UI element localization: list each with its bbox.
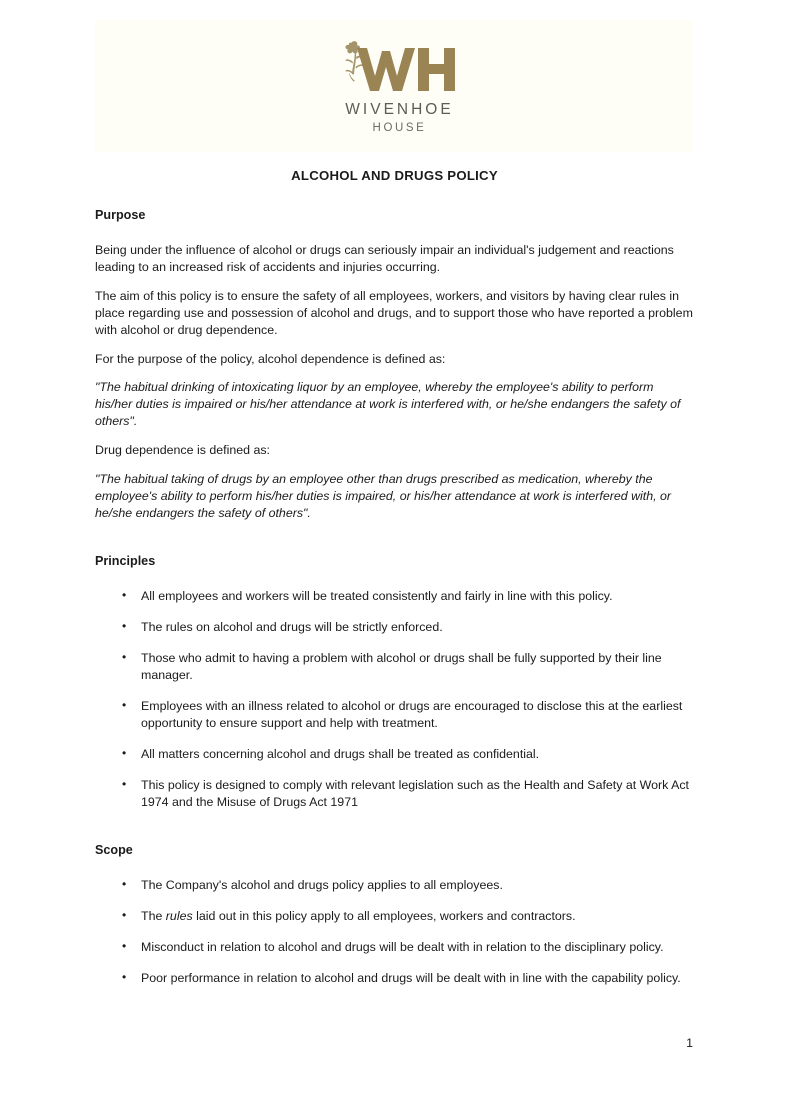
list-item: • All employees and workers will be treated consistently and fairly in line with this policy. (95, 588, 694, 605)
section-heading-principles: Principles (95, 554, 156, 569)
principles-bullet-list (95, 588, 694, 811)
header-banner (95, 20, 693, 152)
scope-rules-suffix: laid out in this policy apply to all employees, workers and contractors. (192, 908, 576, 923)
list-item: • Misconduct in relation to alcohol and drugs will be dealt with in relation to the disciplinary policy. (95, 939, 694, 956)
drug-dependence-definition: "The habitual taking of drugs by an employee other than drugs prescribed as medication, whereby the employee's ability to perform his/her duties is impaired, or his/her attendance at work is interfered with, or he/she endangers the safety of others". (95, 472, 672, 521)
logo-wordmark: WIVENHOE (345, 101, 454, 118)
alcohol-dependence-definition: "The habitual drinking of intoxicating liquor by an employee, whereby the employee's ability to perform his/her duties is impaired or his/her attendance at work is interfered with, or he/she endangers the safety of others". (95, 380, 681, 429)
list-item: • The Company's alcohol and drugs policy applies to all employees. (95, 877, 694, 894)
purpose-paragraph-2: The aim of this policy is to ensure the safety of all employees, workers, and visitors by having clear rules in place regarding use and possession of alcohol and drugs, and to support those who have reported a problem with alcohol or drug dependence. (95, 288, 693, 337)
list-item (95, 908, 694, 925)
logo-subwordmark: HOUSE (372, 121, 427, 134)
page-number: 1 (686, 1036, 693, 1050)
list-item: • All matters concerning alcohol and drugs shall be treated as confidential. (95, 746, 694, 763)
list-item: • Poor performance in relation to alcohol and drugs will be dealt with in line with the capability policy. (95, 970, 694, 987)
wh-monogram-icon (338, 38, 458, 96)
scope-bullet-list (95, 877, 694, 987)
drug-dependence-lead-in: Drug dependence is defined as: (95, 443, 270, 458)
list-item: • Those who admit to having a problem with alcohol or drugs shall be fully supported by their line manager. (95, 650, 694, 684)
list-item: • Employees with an illness related to alcohol or drugs are encouraged to disclose this at the earliest opportunity to ensure support and help with treatment. (95, 698, 694, 732)
list-item: • The rules on alcohol and drugs will be strictly enforced. (95, 619, 694, 636)
list-item: • This policy is designed to comply with relevant legislation such as the Health and Safety at Work Act 1974 and the Misuse of Drugs Act 1971 (95, 777, 694, 811)
scope-rules-emphasis: rules (165, 908, 193, 923)
scope-rules-prefix: The (141, 908, 166, 923)
document-content (95, 168, 694, 987)
purpose-paragraph-1: Being under the influence of alcohol or drugs can seriously impair an individual's judgement and reactions leading to an increased risk of accidents and injuries occurring. (95, 242, 674, 274)
wivenhoe-house-logo (338, 38, 458, 134)
purpose-paragraph-3: For the purpose of the policy, alcohol dependence is defined as: (95, 351, 446, 366)
section-heading-purpose: Purpose (95, 207, 146, 222)
section-heading-scope: Scope (95, 842, 133, 857)
page-title: ALCOHOL AND DRUGS POLICY (291, 168, 498, 183)
